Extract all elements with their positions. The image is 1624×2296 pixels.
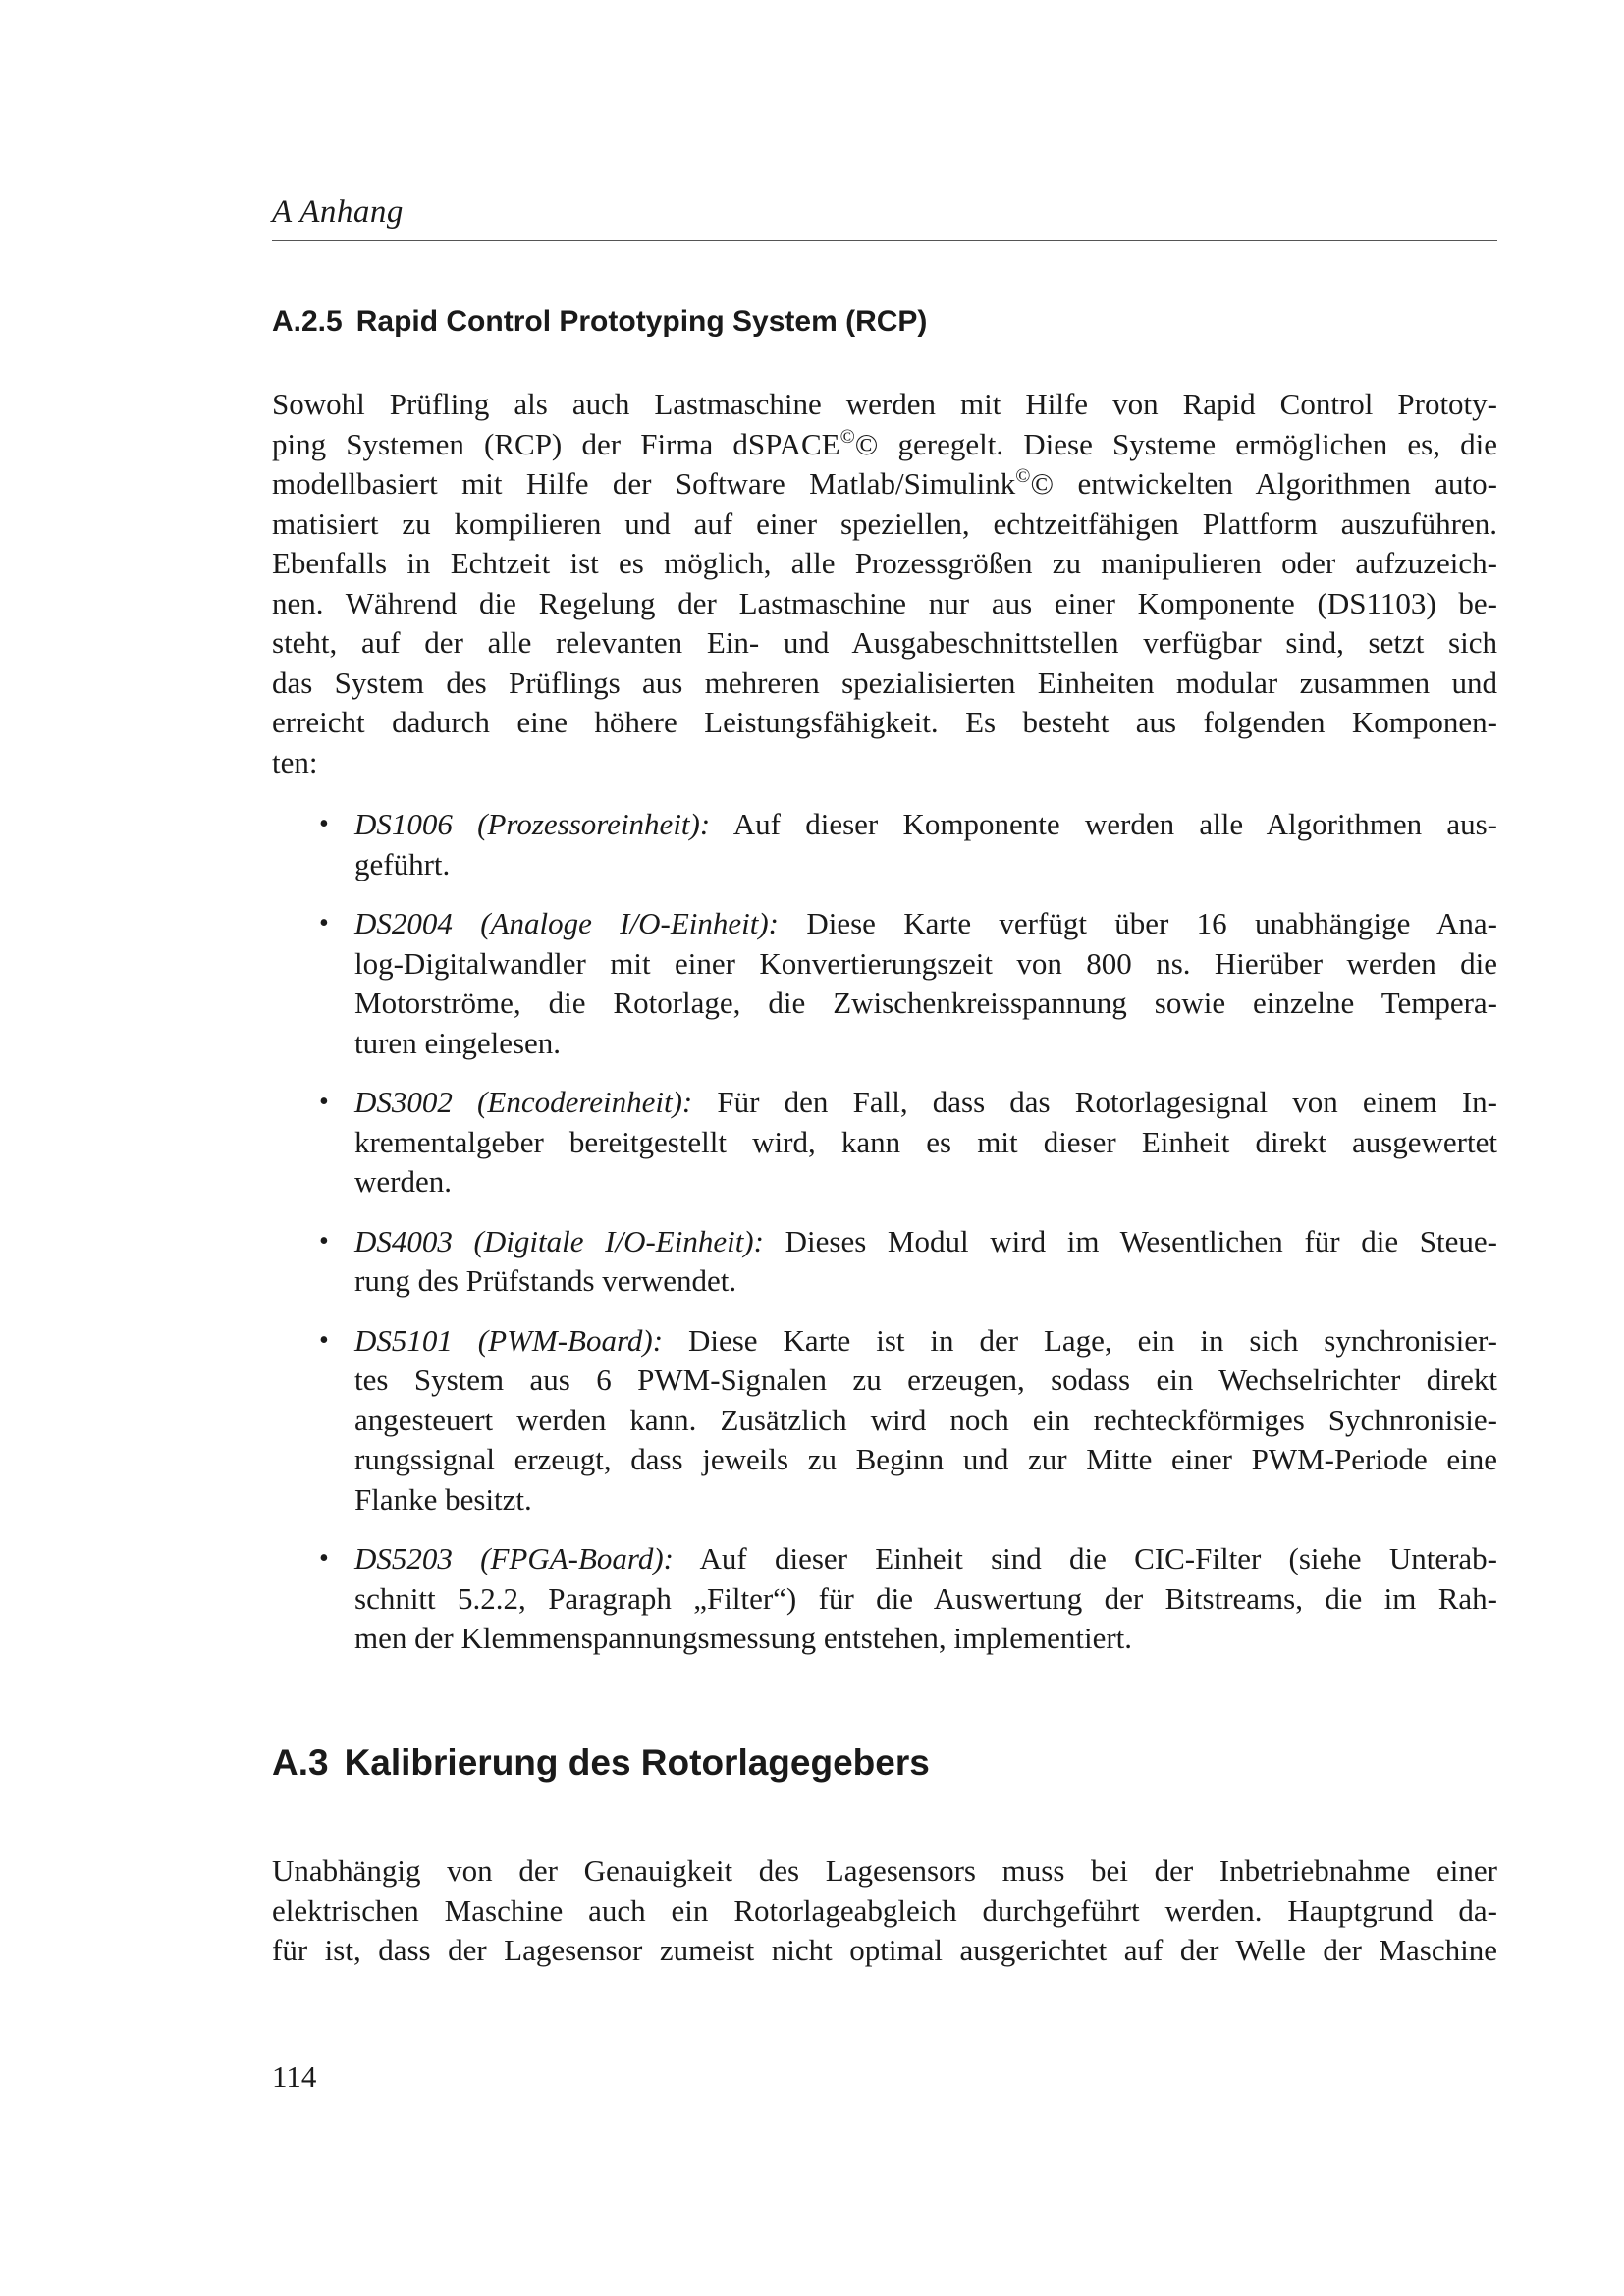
bullet-icon: • <box>319 1543 329 1574</box>
text-fragment: Diese Karte verfügt über 16 unabhängige Ana- <box>779 906 1497 940</box>
list-item <box>272 1222 1497 1302</box>
text-line: steht, auf der alle relevanten Ein- und Ausgabeschnittstellen verfügbar sind, setzt sich <box>272 625 1497 660</box>
running-head-text: A Anhang <box>272 194 404 230</box>
text-line <box>354 1321 1497 1362</box>
list-item <box>272 1083 1497 1202</box>
text-line: nen. Während die Regelung der Lastmaschine nur aus einer Komponente (DS1103) be- <box>272 585 1497 620</box>
intro-paragraph <box>272 385 1497 782</box>
text-line: tes System aus 6 PWM-Signalen zu erzeugen, sodass ein Wechselrichter direkt <box>354 1362 1497 1397</box>
list-item <box>272 1321 1497 1521</box>
page-number: 114 <box>272 2059 317 2094</box>
text-line: angesteuert werden kann. Zusätzlich wird noch ein rechteckförmiges Sychnronisie- <box>354 1402 1497 1437</box>
running-head <box>272 192 1497 241</box>
component-term: DS5203 (FPGA-Board): <box>354 1541 674 1575</box>
text-line: elektrischen Maschine auch ein Rotorlageabgleich durchgeführt werden. Hauptgrund da- <box>272 1893 1497 1928</box>
text-fragment: © geregelt. Diese Systeme ermöglichen es, die <box>854 426 1498 461</box>
section-paragraph <box>272 1851 1497 1971</box>
component-term: DS4003 (Digitale I/O-Einheit): <box>354 1223 764 1258</box>
text-fragment: © entwickelten Algorithmen auto- <box>1030 466 1497 501</box>
bullet-icon: • <box>319 1087 329 1117</box>
text-line: das System des Prüflings aus mehreren spezialisierten Einheiten modular zusammen und <box>272 665 1497 700</box>
text-line: rung des Prüfstands verwendet. <box>354 1263 737 1298</box>
text-fragment: Diese Karte ist in der Lage, ein in sich synchronisier- <box>663 1322 1497 1358</box>
text-line: erreicht dadurch eine höhere Leistungsfähigkeit. Es besteht aus folgenden Komponen- <box>272 705 1497 739</box>
text-line: krementalgeber bereitgestellt wird, kann es mit dieser Einheit direkt ausgewertet <box>354 1124 1497 1159</box>
bullet-icon: • <box>319 809 329 839</box>
section-heading <box>272 1740 1497 1786</box>
text-line: Flanke besitzt. <box>354 1481 532 1517</box>
component-term: DS5101 (PWM-Board): <box>354 1322 664 1358</box>
text-line: ping Systemen (RCP) der Firma dSPACE©© geregelt. Diese Systeme ermöglichen es, die <box>272 425 1498 461</box>
text-line <box>354 1222 1497 1262</box>
subsection-number: A.2.5 <box>272 305 343 338</box>
text-line <box>354 1539 1497 1579</box>
text-line: modellbasiert mit Hilfe der Software Matlab/Simulink©© entwickelten Algorithmen auto- <box>272 465 1497 501</box>
text-line: für ist, dass der Lagesensor zumeist nicht optimal ausgerichtet auf der Welle der Maschine <box>272 1933 1497 1967</box>
subsection-heading <box>272 302 1497 342</box>
copyright-mark: © <box>839 425 855 448</box>
text-line: men der Klemmenspannungsmessung entstehen, implementiert. <box>354 1621 1133 1655</box>
text-line: Ebenfalls in Echtzeit ist es möglich, alle Prozessgrößen zu manipulieren oder aufzuzeich- <box>272 546 1497 580</box>
section-title-text: Kalibrierung des Rotorlagegebers <box>344 1742 930 1783</box>
list-item <box>272 904 1497 1063</box>
component-term: DS3002 (Encodereinheit): <box>354 1085 693 1119</box>
component-term: DS2004 (Analoge I/O-Einheit): <box>354 906 780 940</box>
text-line: werden. <box>354 1164 452 1199</box>
text-line: log-Digitalwandler mit einer Konvertierungszeit von 800 ns. Hierüber werden die <box>354 945 1497 981</box>
bullet-icon: • <box>319 908 329 938</box>
text-line: geführt. <box>354 846 451 881</box>
list-item <box>272 805 1497 884</box>
text-line: ten: <box>272 744 318 779</box>
text-line: turen eingelesen. <box>354 1025 562 1060</box>
copyright-mark: © <box>1015 465 1031 487</box>
component-term: DS1006 (Prozessoreinheit): <box>354 807 711 841</box>
text-fragment: Für den Fall, dass das Rotorlagesignal von einem In- <box>692 1085 1497 1119</box>
section-number: A.3 <box>272 1742 329 1783</box>
bullet-icon: • <box>319 1225 329 1256</box>
component-list <box>272 805 1497 1659</box>
text-line <box>354 904 1497 944</box>
text-fragment: Auf dieser Einheit sind die CIC-Filter (siehe Unterab- <box>673 1541 1497 1575</box>
text-line: Sowohl Prüfling als auch Lastmaschine werden mit Hilfe von Rapid Control Prototy- <box>272 387 1497 421</box>
text-line: schnitt 5.2.2, Paragraph „Filter“) für die Auswertung der Bitstreams, die im Rah- <box>354 1580 1497 1616</box>
text-line <box>354 805 1497 845</box>
text-line: Motorströme, die Rotorlage, die Zwischenkreisspannung sowie einzelne Tempera- <box>354 986 1497 1020</box>
text-line: Unabhängig von der Genauigkeit des Lagesensors muss bei der Inbetriebnahme einer <box>272 1853 1497 1888</box>
text-line <box>354 1083 1497 1123</box>
text-line: matisiert zu kompilieren und auf einer speziellen, echtzeitfähigen Plattform auszuführen. <box>272 506 1497 541</box>
text-fragment: Dieses Modul wird im Wesentlichen für die Steue- <box>763 1223 1497 1258</box>
text-line: rungssignal erzeugt, dass jeweils zu Beginn und zur Mitte einer PWM-Periode eine <box>354 1442 1497 1476</box>
subsection-title-text: Rapid Control Prototyping System (RCP) <box>355 305 928 338</box>
text-fragment: Auf dieser Komponente werden alle Algorithmen aus- <box>710 807 1498 841</box>
list-item <box>272 1539 1497 1659</box>
bullet-icon: • <box>319 1324 329 1356</box>
